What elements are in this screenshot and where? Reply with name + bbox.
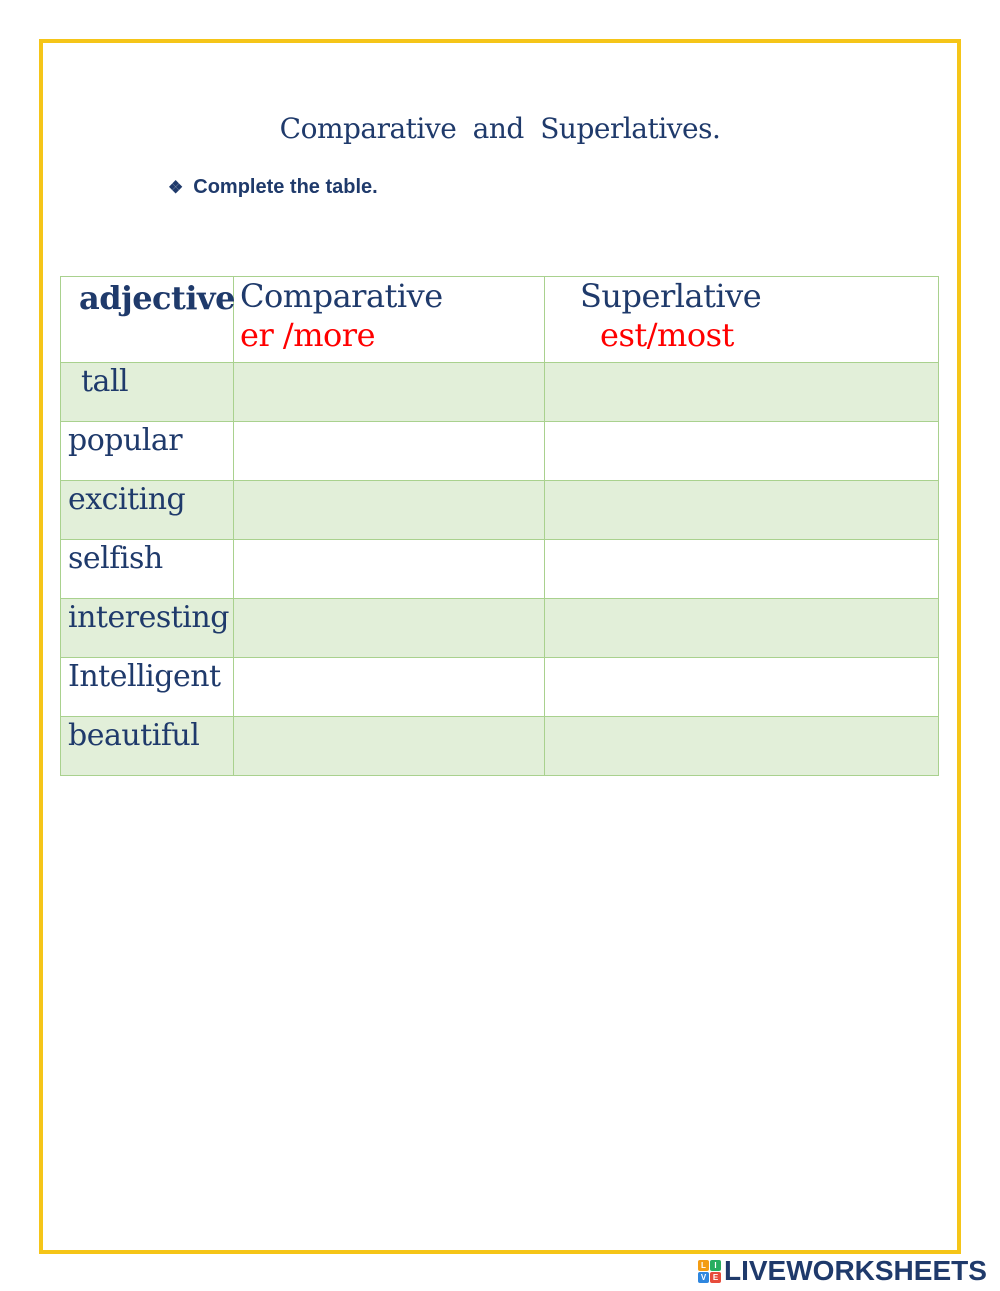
superlative-answer-cell[interactable] (545, 363, 939, 422)
superlative-answer-cell[interactable] (545, 540, 939, 599)
header-adjective-label: adjective (79, 279, 235, 317)
superlative-answer[interactable] (545, 363, 938, 421)
adjective-cell (61, 363, 234, 422)
table-row (61, 658, 939, 717)
adjective-word: interesting (68, 600, 229, 635)
adjective-word: beautiful (68, 718, 200, 753)
logo-mark-icon: L I V E (698, 1260, 721, 1283)
table-row (61, 481, 939, 540)
superlative-answer-cell[interactable] (545, 658, 939, 717)
superlative-answer-cell[interactable] (545, 599, 939, 658)
header-superlative-label: Superlative (580, 277, 762, 315)
comparative-answer-cell[interactable] (234, 481, 545, 540)
liveworksheets-logo (698, 1257, 987, 1285)
superlative-answer[interactable] (545, 422, 938, 480)
table-row (61, 717, 939, 776)
superlative-answer-cell[interactable] (545, 422, 939, 481)
header-superlative (545, 277, 939, 363)
adjective-word: Intelligent (68, 659, 221, 694)
header-comparative-label: Comparative (240, 277, 443, 315)
comparative-answer[interactable] (234, 481, 544, 539)
superlative-answer[interactable] (545, 658, 938, 716)
adjective-cell (61, 658, 234, 717)
logo-text: LIVEWORKSHEETS (724, 1255, 987, 1286)
adjective-cell (61, 599, 234, 658)
comparative-answer[interactable] (234, 363, 544, 421)
worksheet-title: Comparative and Superlatives. (279, 112, 721, 145)
header-comparative (234, 277, 545, 363)
table-header-row (61, 277, 939, 363)
comparative-answer-cell[interactable] (234, 363, 545, 422)
instruction (168, 176, 378, 199)
instruction-text: Complete the table. (193, 176, 378, 198)
table-row (61, 422, 939, 481)
comparative-answer[interactable] (234, 540, 544, 598)
adjective-cell (61, 481, 234, 540)
comparative-answer[interactable] (234, 599, 544, 657)
superlative-answer[interactable] (545, 540, 938, 598)
superlative-answer[interactable] (545, 481, 938, 539)
header-superlative-hint: est/most (600, 316, 734, 354)
adjective-cell (61, 540, 234, 599)
header-comparative-hint: er /more (240, 316, 376, 354)
superlative-answer-cell[interactable] (545, 717, 939, 776)
table-row (61, 599, 939, 658)
comparative-answer-cell[interactable] (234, 599, 545, 658)
adjective-word: exciting (68, 482, 186, 517)
adjective-word: tall (81, 364, 129, 399)
adjective-word: popular (68, 423, 183, 458)
superlative-answer-cell[interactable] (545, 481, 939, 540)
comparative-answer[interactable] (234, 658, 544, 716)
comparative-answer-cell[interactable] (234, 658, 545, 717)
answer-table (60, 276, 939, 776)
adjective-cell (61, 717, 234, 776)
comparative-answer-cell[interactable] (234, 422, 545, 481)
superlative-answer[interactable] (545, 717, 938, 775)
table-row (61, 540, 939, 599)
comparative-answer-cell[interactable] (234, 717, 545, 776)
table-row (61, 363, 939, 422)
adjective-word: selfish (68, 541, 163, 576)
comparative-answer[interactable] (234, 422, 544, 480)
comparative-answer-cell[interactable] (234, 540, 545, 599)
superlative-answer[interactable] (545, 599, 938, 657)
comparative-answer[interactable] (234, 717, 544, 775)
bullet-icon: ❖ (168, 178, 184, 197)
adjective-cell (61, 422, 234, 481)
header-adjective (61, 277, 234, 363)
